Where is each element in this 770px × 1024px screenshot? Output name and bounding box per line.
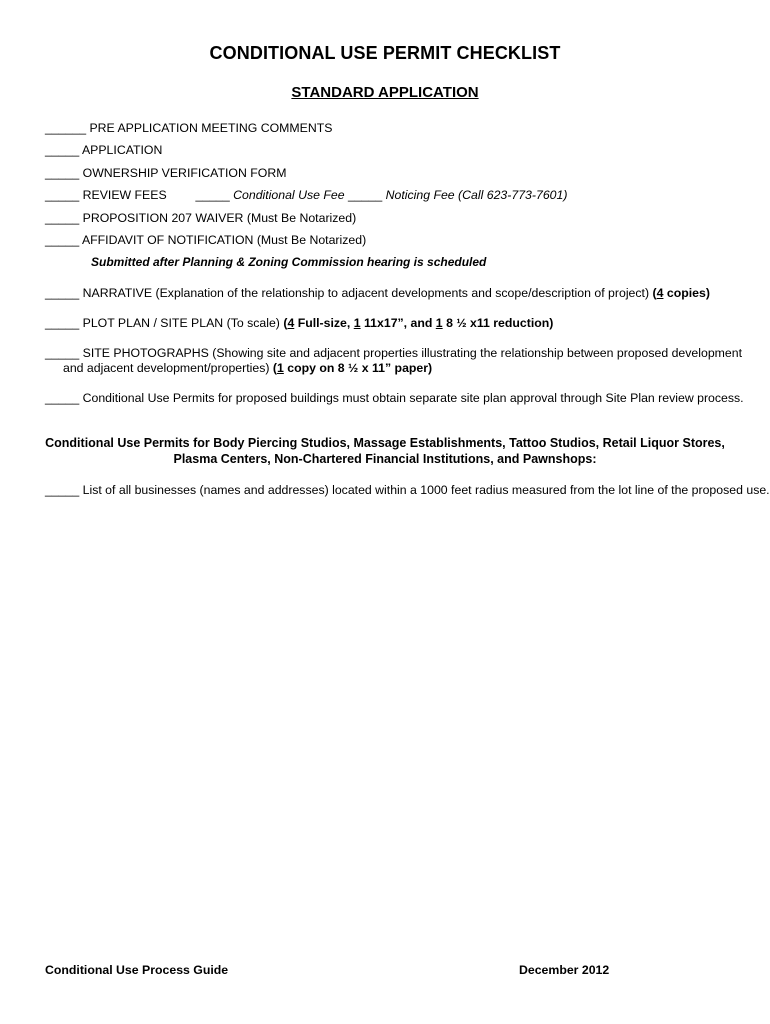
checklist-item-prop207 — [45, 211, 356, 225]
site-photographs-copies: (1 copy on 8 ½ x 11” paper) — [272, 361, 433, 375]
checklist-item-site-plan-approval — [45, 391, 744, 405]
checklist-item-application — [45, 143, 162, 157]
checklist-item-ownership — [45, 166, 286, 180]
blank-line: _____ — [45, 188, 80, 202]
blank-line: _____ — [45, 211, 80, 225]
footer-date: December 2012 — [519, 963, 610, 977]
ownership-label: OWNERSHIP VERIFICATION FORM — [82, 166, 287, 180]
plot-plan-copies: (4 Full-size, 1 11x17”, and 1 8 ½ x11 reduction) — [283, 316, 554, 330]
page-title: CONDITIONAL USE PERMIT CHECKLIST — [209, 43, 561, 63]
site-photographs-continued — [63, 361, 432, 375]
prop207-label: PROPOSITION 207 WAIVER (Must Be Notarized) — [82, 211, 357, 225]
blank-line: _____ — [45, 316, 80, 330]
special-uses-heading-line1: Conditional Use Permits for Body Piercing Studios, Massage Establishments, Tattoo Studios, Retail Liquor Stores, — [45, 436, 725, 450]
review-fees-label: REVIEW FEES — [82, 188, 167, 202]
site-plan-approval-label: Conditional Use Permits for proposed buildings must obtain separate site plan approval through Site Plan review process. — [82, 391, 744, 405]
blank-line: _____ — [45, 346, 80, 360]
checklist-item-plot-plan — [45, 316, 553, 330]
pre-application-label: ______ PRE APPLICATION MEETING COMMENTS — [45, 121, 333, 135]
blank-line: _____ — [45, 483, 80, 497]
affidavit-note: Submitted after Planning & Zoning Commission hearing is scheduled — [91, 255, 487, 269]
plot-plan-label: PLOT PLAN / SITE PLAN (To scale) — [82, 316, 280, 330]
blank-line: _____ — [45, 166, 80, 180]
site-photographs-label: SITE PHOTOGRAPHS (Showing site and adjacent properties illustrating the relationship between proposed development — [82, 346, 743, 360]
footer-guide-title: Conditional Use Process Guide — [45, 963, 229, 977]
blank-line: _____ — [347, 188, 383, 202]
noticing-fee-label: Noticing Fee (Call 623-773-7601) — [385, 188, 568, 202]
affidavit-label: AFFIDAVIT OF NOTIFICATION (Must Be Notarized) — [81, 233, 367, 247]
checklist-item-pre-application — [45, 121, 332, 135]
special-uses-heading-line2: Plasma Centers, Non-Chartered Financial Institutions, and Pawnshops: — [173, 452, 597, 466]
blank-line: _____ — [45, 143, 80, 157]
conditional-use-fee-label: Conditional Use Fee — [233, 188, 345, 202]
checklist-item-business-list — [45, 483, 770, 497]
narrative-label: NARRATIVE (Explanation of the relationship to adjacent developments and scope/description of project) — [82, 286, 650, 300]
page-subtitle: STANDARD APPLICATION — [291, 84, 479, 101]
site-photographs-label-2: and adjacent development/properties) — [63, 361, 270, 375]
blank-line: _____ — [195, 188, 230, 202]
checklist-item-narrative — [45, 286, 710, 300]
narrative-copies: (4 copies) — [652, 286, 710, 300]
application-label: APPLICATION — [81, 143, 163, 157]
blank-line: _____ — [45, 286, 80, 300]
business-list-label: List of all businesses (names and addresses) located within a 1000 feet radius measured from the lot line of the proposed use. — [82, 483, 770, 497]
blank-line: _____ — [45, 233, 80, 247]
blank-line: _____ — [45, 391, 80, 405]
checklist-item-review-fees — [45, 188, 567, 202]
checklist-item-site-photographs — [45, 346, 742, 360]
checklist-item-affidavit — [45, 233, 366, 247]
